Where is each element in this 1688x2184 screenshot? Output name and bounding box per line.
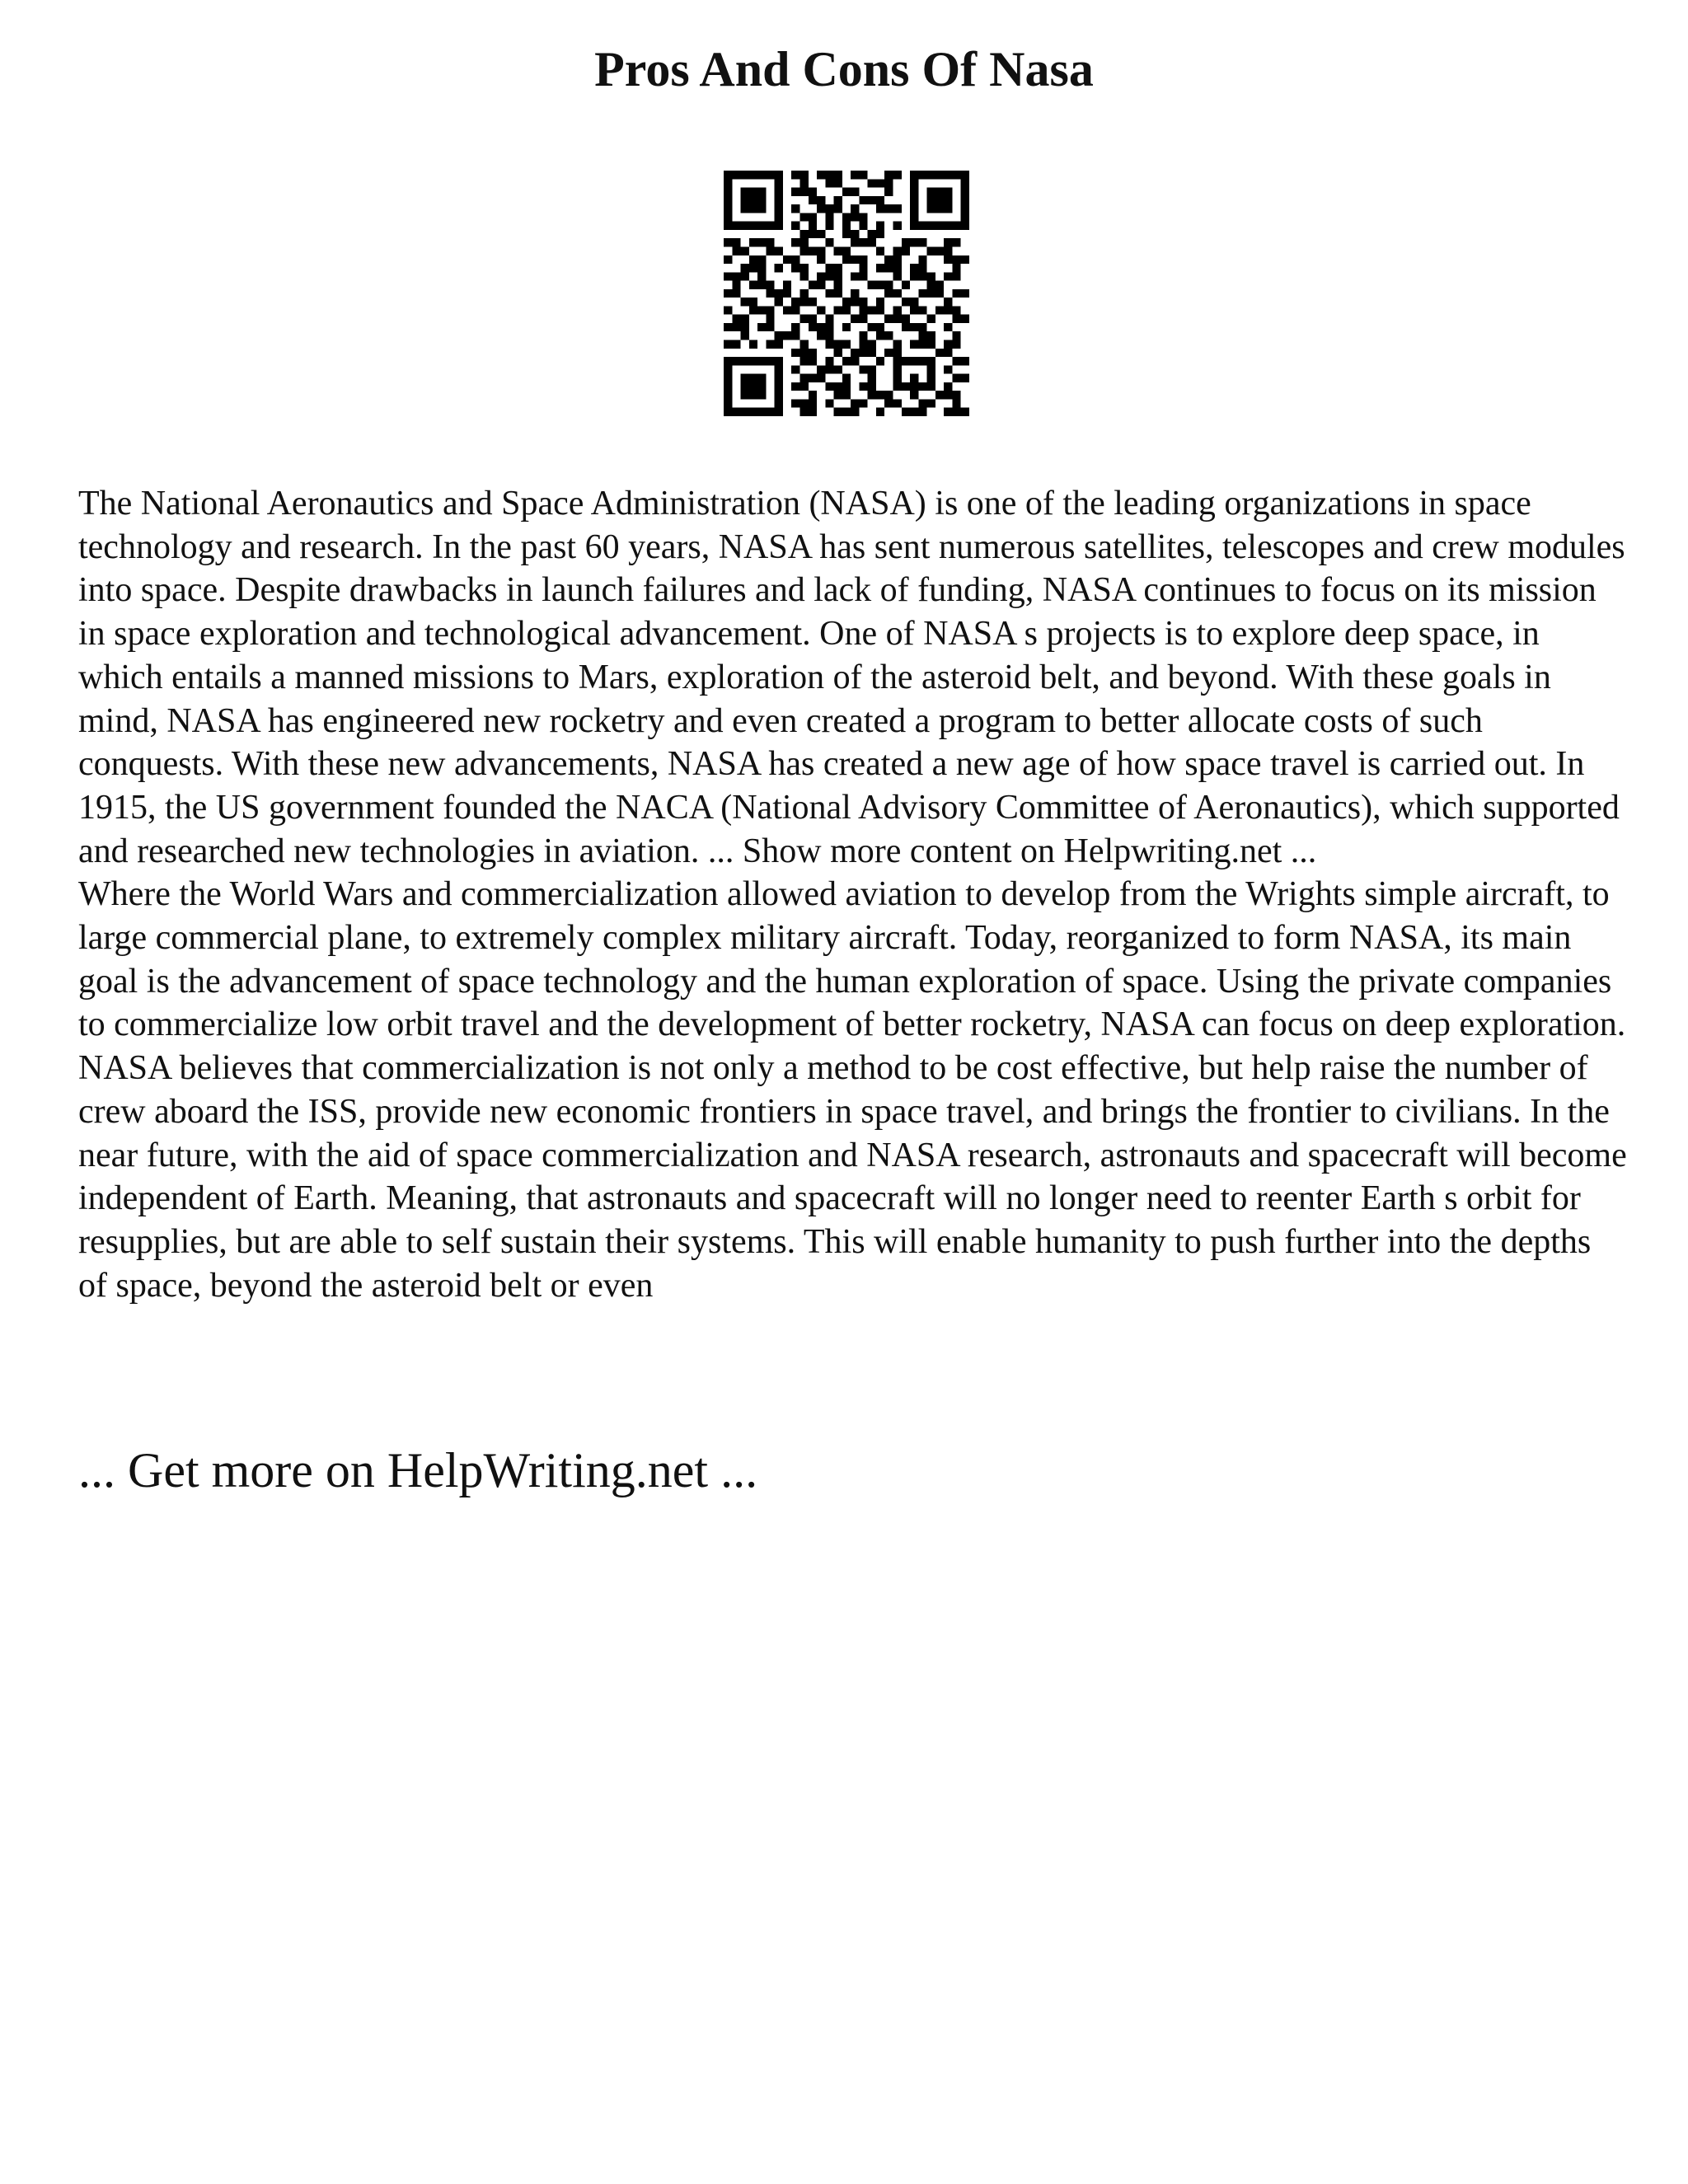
get-more-link[interactable]: ... Get more on HelpWriting.net ... xyxy=(78,1443,758,1497)
article-paragraph-2: Where the World Wars and commercialization allowed aviation to develop from the Wrights simple aircraft, to large commercial plane, to extremely complex military aircraft. Today, reorganized to form NASA, its main goal is the advancement of space technology and the human exploration of space. Using the private companies to commercialize low orbit travel and the development of better rocketry, NASA can focus on deep exploration. NASA believes that commercialization is not only a method to be cost effective, but help raise the number of crew aboard the ISS, provide new economic frontiers in space travel, and brings the frontier to civilians. In the near future, with the aid of space commercialization and NASA research, astronauts and spacecraft will become independent of Earth. Meaning, that astronauts and spacecraft will no longer need to reenter Earth s orbit for resupplies, but are able to self sustain their systems. This will enable humanity to push further into the depths of space, beyond the asteroid belt or even xyxy=(78,875,1627,1305)
qr-code-icon xyxy=(724,171,969,416)
page-title: Pros And Cons Of Nasa xyxy=(594,42,1094,96)
article-paragraph-1: The National Aeronautics and Space Administration (NASA) is one of the leading organizations in space technology and research. In the past 60 years, NASA has sent numerous satellites, telescopes and crew modules into space. Despite drawbacks in launch failures and lack of funding, NASA continues to focus on its mission in space exploration and technological advancement. One of NASA s projects is to explore deep space, in which entails a manned missions to Mars, exploration of the asteroid belt, and beyond. With these goals in mind, NASA has engineered new rocketry and even created a program to better allocate costs of such conquests. With these new advancements, NASA has created a new age of how space travel is carried out. In 1915, the US government founded the NACA (National Advisory Committee of Aeronautics), which supported and researched new technologies in aviation. ... Show more content on Helpwriting.net ... xyxy=(78,485,1625,870)
article-body xyxy=(78,482,1628,1307)
